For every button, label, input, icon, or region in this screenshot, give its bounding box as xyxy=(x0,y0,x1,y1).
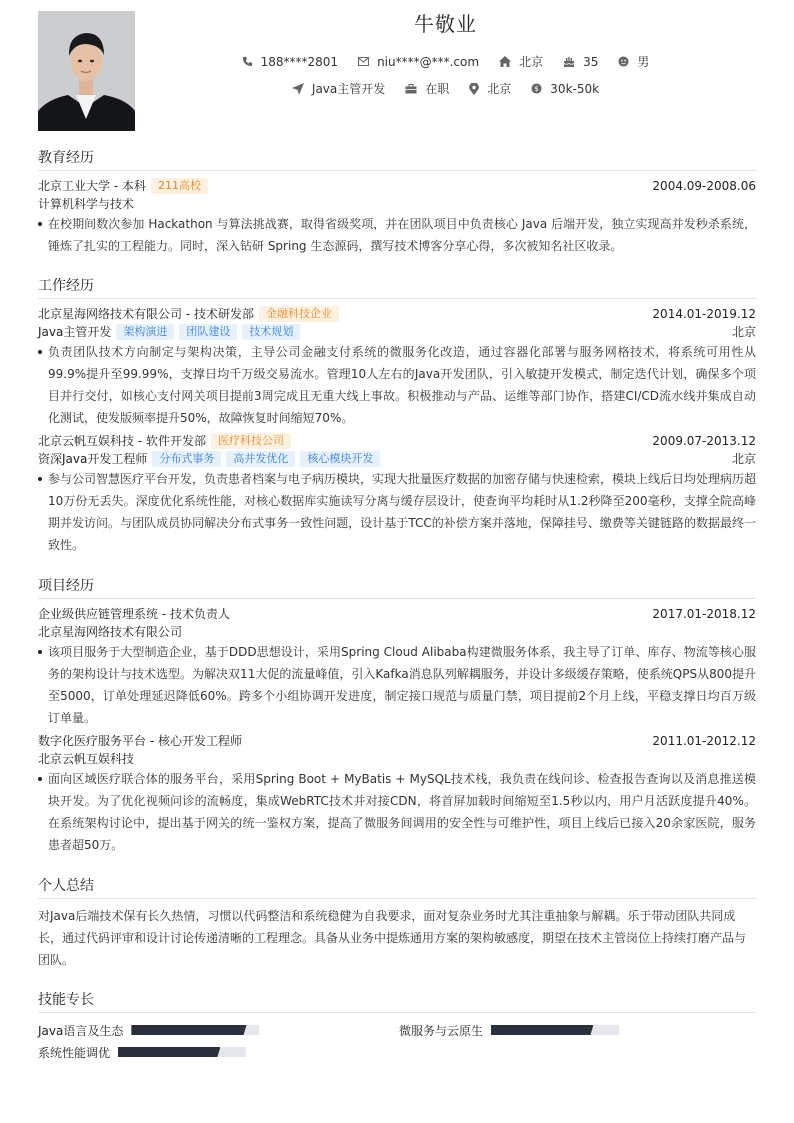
major: 计算机科学与技术 xyxy=(38,197,135,211)
position-value: Java主管开发 xyxy=(311,82,386,96)
project-header xyxy=(38,732,756,750)
role-row xyxy=(38,323,756,341)
skill-bar-fill xyxy=(131,1025,246,1035)
status-item xyxy=(405,80,449,97)
phone-icon xyxy=(242,56,253,67)
location-icon xyxy=(469,83,479,95)
skill-tag: 技术规划 xyxy=(242,324,300,340)
skill-bar-fill xyxy=(491,1025,593,1035)
work-desc: 参与公司智慧医疗平台开发，负责患者档案与电子病历模块，实现大批量医疗数据的加密存储与快速检索，模块上线后日均处理病历超10万份无丢失。深度优化系统性能，对核心数据库实施读写分离与缓存层设计，使查询平均耗时从1.2秒降至200毫秒，支撑全院高峰期并发访问。与团队成员协同解决分布式事务一致性问题，设计基于TCC的补偿方案并落地，保障挂号、缴费等关键链路的数据最终一致性。 xyxy=(38,468,756,556)
education-date: 2004.09-2008.06 xyxy=(652,179,756,193)
avatar xyxy=(38,11,135,131)
candidate-name: 牛敬业 xyxy=(414,12,477,36)
work-header xyxy=(38,305,756,323)
skill-bar xyxy=(491,1025,619,1035)
work-header xyxy=(38,432,756,450)
section-title: 技能专长 xyxy=(38,990,756,1013)
project-company-row xyxy=(38,750,756,768)
job-intent-row xyxy=(135,80,756,97)
phone-value: 188****2801 xyxy=(260,54,339,69)
email-value: niu****@***.com xyxy=(377,54,480,69)
project-name: 数字化医疗服务平台 - 核心开发工程师 xyxy=(38,734,242,748)
skill-item xyxy=(38,1021,259,1039)
work-location: 北京 xyxy=(731,325,756,339)
skill-tag: 架构演进 xyxy=(116,324,174,340)
phone-item xyxy=(242,55,338,69)
target-city-item xyxy=(469,80,511,97)
cake-icon xyxy=(563,56,575,67)
company-tag: 医疗科技公司 xyxy=(211,433,291,449)
project-name: 企业级供应链管理系统 - 技术负责人 xyxy=(38,607,230,621)
salary-item xyxy=(531,82,599,96)
school-name: 北京工业大学 - 本科 xyxy=(38,179,146,193)
education-desc: 在校期间数次参加 Hackathon 与算法挑战赛，取得省级奖项，并在团队项目中负责核心 Java 后端开发，独立实现高并发秒杀系统，锤炼了扎实的工程能力。同时，深入钻研 Spring 生态源码，撰写技术博客分享心得，多次被知名社区收录。 xyxy=(38,213,756,257)
status-value: 在职 xyxy=(425,82,450,96)
skill-tag: 团队建设 xyxy=(179,324,237,340)
project-desc: 面向区域医疗联合体的服务平台，采用Spring Boot + MyBatis + MySQL技术栈，我负责在线问诊、检查报告查询以及消息推送模块开发。为了优化视频问诊的流畅度，集成WebRTC技术并对接CDN，将首屏加载时间缩短至1.5秒以内，用户月活跃度提升40%。在系统架构讨论中，提出基于网关的统一鉴权方案，提高了微服务间调用的安全性与可维护性，项目上线后已接入20余家医院，服务患者超50万。 xyxy=(38,768,756,856)
age-item xyxy=(563,55,598,69)
summary-section xyxy=(38,876,756,971)
email-item xyxy=(358,55,479,69)
project-company: 北京星海网络技术有限公司 xyxy=(38,625,183,639)
salary-value: 30k-50k xyxy=(550,81,600,96)
send-icon xyxy=(292,83,304,95)
age-value: 35 xyxy=(583,54,599,69)
work-date: 2014.01-2019.12 xyxy=(652,307,756,321)
skill-tag: 分布式事务 xyxy=(152,451,221,467)
skill-tag: 高并发优化 xyxy=(226,451,295,467)
gender-item xyxy=(618,53,649,70)
contact-row xyxy=(135,53,756,70)
project-date: 2017.01-2018.12 xyxy=(652,607,756,621)
gender-value: 男 xyxy=(637,55,650,69)
section-title: 工作经历 xyxy=(38,276,756,299)
mail-icon xyxy=(358,57,369,66)
project-header xyxy=(38,605,756,623)
role-row xyxy=(38,450,756,468)
position-item xyxy=(292,80,385,97)
city-item xyxy=(499,53,543,70)
money-icon xyxy=(531,83,542,94)
company-tag: 金融科技企业 xyxy=(259,306,339,322)
role: Java主管开发 xyxy=(38,325,112,339)
target-city-value: 北京 xyxy=(487,82,512,96)
project-desc: 该项目服务于大型制造企业，基于DDD思想设计，采用Spring Cloud Alibaba构建微服务体系，我主导了订单、库存、物流等核心服务的架构设计与技术选型。为解决双11大促的流量峰值，引入Kafka消息队列解耦服务，并设计多级缓存策略，使系统QPS从800提升至5000，订单处理延迟降低60%。跨多个小组协调开发进度，制定接口规范与质量门禁，项目提前2个月上线，平稳支撑日均百万级订单量。 xyxy=(38,641,756,729)
summary-text: 对Java后端技术保有长久热情，习惯以代码整洁和系统稳健为自我要求，面对复杂业务时尤其注重抽象与解耦。乐于带动团队共同成长，通过代码评审和设计讨论传递清晰的工程理念。具备从业务中提炼通用方案的架构敏感度，期望在技术主管岗位上持续打磨产品与团队。 xyxy=(38,909,747,967)
school-tag: 211高校 xyxy=(151,178,208,194)
projects-section xyxy=(38,576,756,856)
briefcase-icon xyxy=(405,84,417,94)
skill-bar-fill xyxy=(118,1047,220,1057)
project-date: 2011.01-2012.12 xyxy=(652,734,756,748)
major-row xyxy=(38,195,756,213)
project-company: 北京云帆互娱科技 xyxy=(38,752,135,766)
skill-name: 微服务与云原生 xyxy=(399,1023,484,1038)
role: 资深Java开发工程师 xyxy=(38,452,148,466)
project-company-row xyxy=(38,623,756,641)
skill-item xyxy=(399,1021,619,1039)
section-title: 个人总结 xyxy=(38,876,756,899)
skill-bar xyxy=(118,1047,246,1057)
skills-list xyxy=(38,1019,756,1079)
work-date: 2009.07-2013.12 xyxy=(652,434,756,448)
work-section xyxy=(38,276,756,556)
skill-tag: 核心模块开发 xyxy=(300,451,380,467)
work-location: 北京 xyxy=(731,452,756,466)
work-desc: 负责团队技术方向制定与架构决策，主导公司金融支付系统的微服务化改造，通过容器化部署与服务网格技术，将系统可用性从99.9%提升至99.99%，支撑日均千万级交易流水。管理10人左右的Java开发团队，引入敏捷开发模式，制定迭代计划，确保多个项目并行交付，如核心支付网关项目提前3周完成且无重大线上事故。积极推动与产品、运维等部门协作，搭建CI/CD流水线并集成自动化测试，使发版频率提升50%，故障恢复时间缩短70%。 xyxy=(38,341,756,429)
city-value: 北京 xyxy=(519,55,544,69)
section-title: 项目经历 xyxy=(38,576,756,599)
skill-item xyxy=(38,1043,246,1061)
skill-name: Java语言及生态 xyxy=(38,1023,124,1038)
skills-section xyxy=(38,990,756,1079)
svg-text:$: $ xyxy=(534,84,540,94)
skill-bar xyxy=(131,1025,259,1035)
section-title: 教育经历 xyxy=(38,148,756,171)
skill-name: 系统性能调优 xyxy=(38,1045,111,1060)
education-section xyxy=(38,148,756,257)
education-header xyxy=(38,177,756,195)
gender-icon xyxy=(618,56,629,67)
home-icon xyxy=(499,56,511,67)
company-name: 北京云帆互娱科技 - 软件开发部 xyxy=(38,434,206,448)
company-name: 北京星海网络技术有限公司 - 技术研发部 xyxy=(38,307,254,321)
